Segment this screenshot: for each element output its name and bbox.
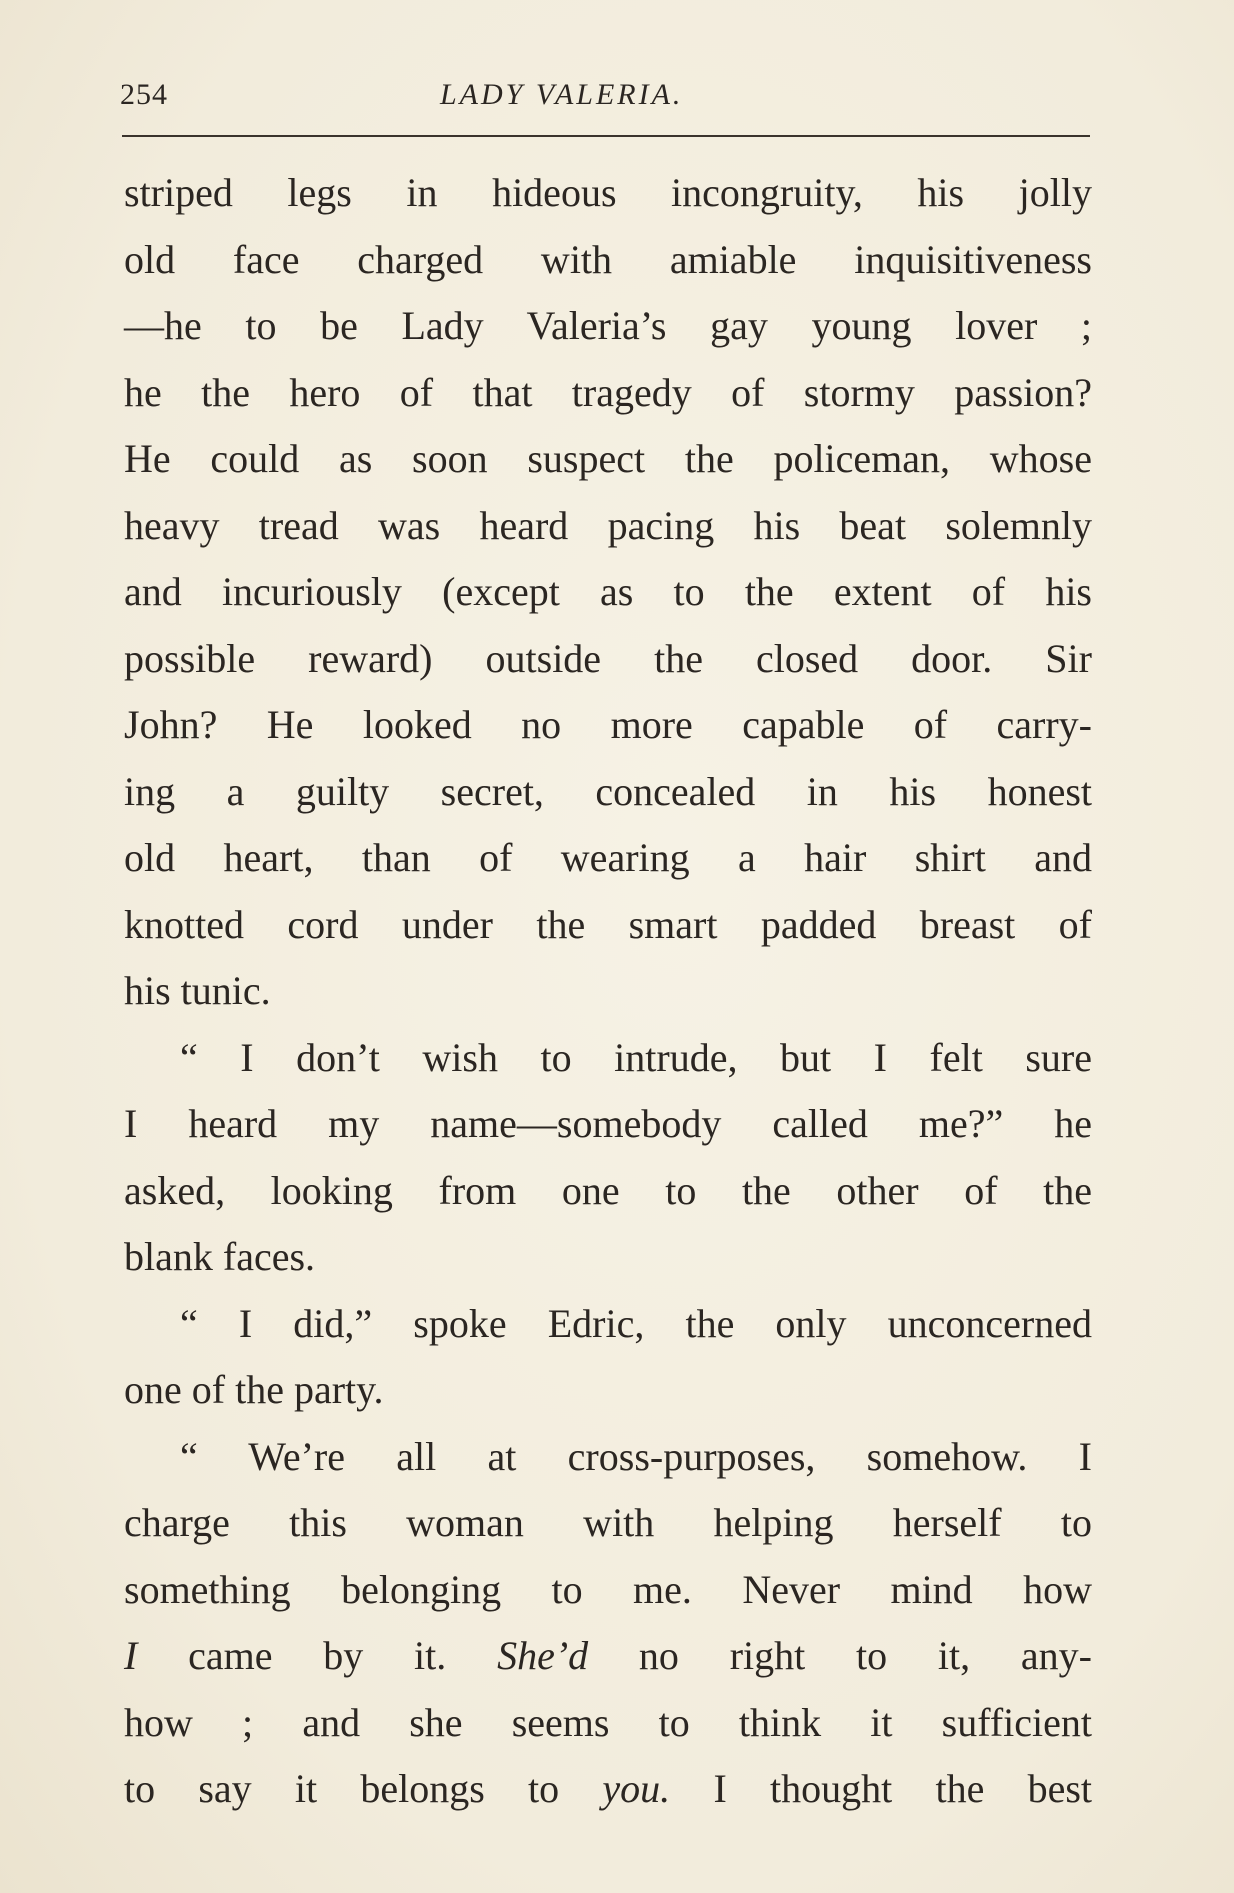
text-line [124,1756,1092,1823]
text-line: “ We’re all at cross-purposes, somehow. I [180,1433,1092,1479]
text-line: old heart, than of wearing a hair shirt and [124,835,1092,880]
text-line: heavy tread was heard pacing his beat solemnly [124,502,1092,548]
text-line: “ I don’t wish to intrude, but I felt sure [180,1034,1092,1080]
text-span: came by it. [188,1633,447,1678]
text-span: to say it belongs to [124,1766,560,1811]
text-line: something belonging to me. Never mind how [124,1566,1092,1612]
italic-you: you. [602,1766,671,1811]
text-line: he the hero of that tragedy of stormy passion? [124,369,1092,415]
italic-pronoun: I [124,1633,138,1678]
text-span: I thought the best [713,1766,1093,1811]
page-number: 254 [120,78,168,111]
body-text [124,160,1092,1823]
text-line: charge this woman with helping herself to [124,1500,1092,1545]
text-line: asked, looking from one to the other of the [124,1167,1092,1213]
running-head [120,78,1090,128]
running-title: LADY VALERIA. [440,78,684,111]
text-line: —he to be Lady Valeria’s gay young lover ; [124,303,1092,348]
text-line: possible reward) outside the closed door. Sir [124,635,1092,681]
text-span: no right to it, any- [638,1633,1093,1678]
header-rule [122,135,1090,137]
italic-shed: She’d [497,1633,589,1678]
text-line: blank faces. [124,1234,316,1279]
text-line: how ; and she seems to think it sufficient [124,1699,1092,1745]
text-line: one of the party. [124,1367,384,1412]
text-line: He could as soon suspect the policeman, whose [124,436,1092,481]
text-line: John? He looked no more capable of carry- [124,702,1092,747]
text-line [124,1623,1092,1690]
text-line: his tunic. [124,968,271,1013]
text-line: I heard my name—somebody called me?” he [124,1101,1092,1146]
text-line: knotted cord under the smart padded breast of [124,901,1092,947]
text-line: ing a guilty secret, concealed in his honest [124,768,1092,814]
text-line: striped legs in hideous incongruity, his jolly [124,170,1092,215]
text-line: “ I did,” spoke Edric, the only unconcerned [180,1300,1092,1346]
text-line: and incuriously (except as to the extent of his [124,569,1092,614]
text-line: old face charged with amiable inquisitiveness [124,236,1092,282]
